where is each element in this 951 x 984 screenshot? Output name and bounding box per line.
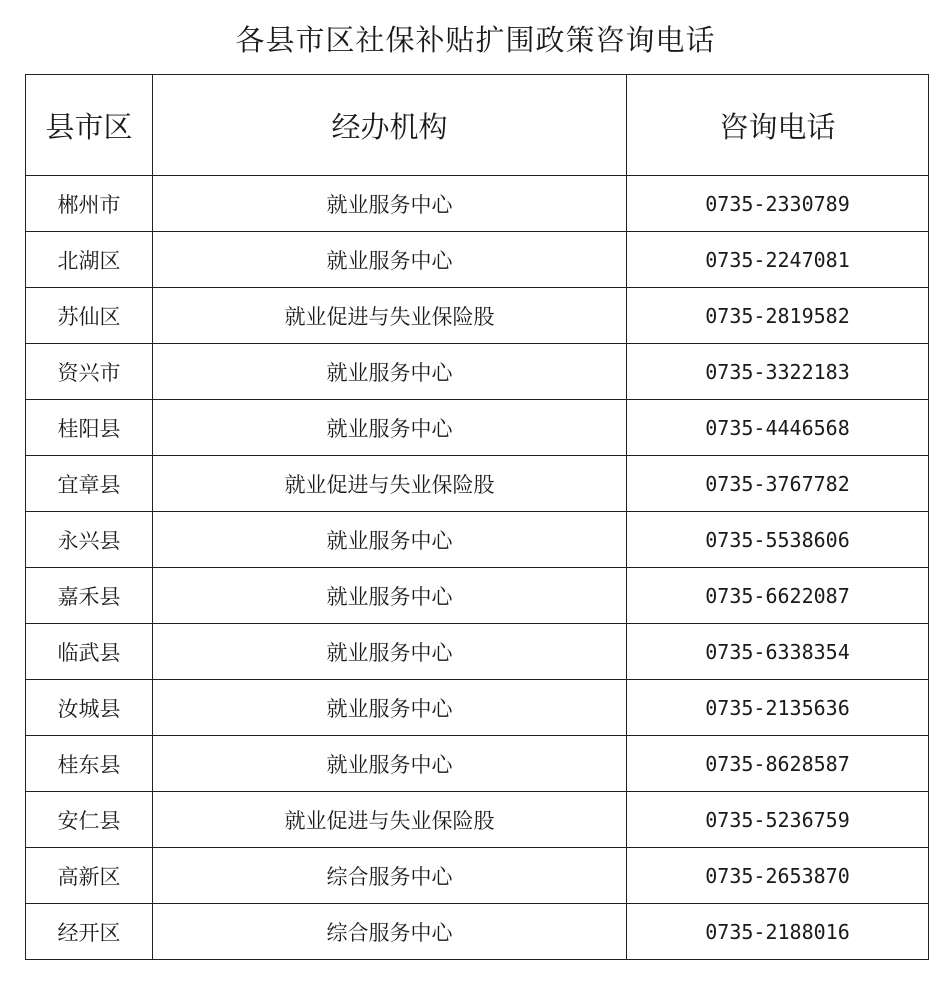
table-row: [26, 344, 929, 400]
phone-cell: 0735-2188016: [627, 904, 929, 960]
table-row: [26, 568, 929, 624]
agency-cell: 就业服务中心: [153, 568, 627, 624]
table-row: [26, 456, 929, 512]
agency-cell: 就业服务中心: [153, 736, 627, 792]
table-row: [26, 232, 929, 288]
phone-cell: 0735-2135636: [627, 680, 929, 736]
phone-cell: 0735-2330789: [627, 176, 929, 232]
phone-cell: 0735-2653870: [627, 848, 929, 904]
phone-cell: 0735-5236759: [627, 792, 929, 848]
agency-cell: 就业促进与失业保险股: [153, 792, 627, 848]
table-row: [26, 680, 929, 736]
agency-cell: 就业服务中心: [153, 680, 627, 736]
phone-cell: 0735-2247081: [627, 232, 929, 288]
table-row: [26, 736, 929, 792]
district-cell: 汝城县: [26, 680, 153, 736]
district-cell: 资兴市: [26, 344, 153, 400]
table-row: [26, 400, 929, 456]
header-district: 县市区: [26, 75, 153, 176]
phone-cell: 0735-6622087: [627, 568, 929, 624]
phone-cell: 0735-4446568: [627, 400, 929, 456]
district-cell: 北湖区: [26, 232, 153, 288]
phone-cell: 0735-5538606: [627, 512, 929, 568]
table-row: [26, 176, 929, 232]
district-cell: 安仁县: [26, 792, 153, 848]
table-row: [26, 624, 929, 680]
agency-cell: 综合服务中心: [153, 904, 627, 960]
table-row: [26, 792, 929, 848]
agency-cell: 就业服务中心: [153, 624, 627, 680]
header-phone: 咨询电话: [627, 75, 929, 176]
district-cell: 郴州市: [26, 176, 153, 232]
table-header-row: [26, 75, 929, 176]
phone-cell: 0735-2819582: [627, 288, 929, 344]
phone-cell: 0735-3767782: [627, 456, 929, 512]
table-row: [26, 512, 929, 568]
agency-cell: 就业服务中心: [153, 512, 627, 568]
phone-cell: 0735-3322183: [627, 344, 929, 400]
district-cell: 嘉禾县: [26, 568, 153, 624]
contact-table: [25, 74, 929, 960]
agency-cell: 就业服务中心: [153, 176, 627, 232]
phone-cell: 0735-8628587: [627, 736, 929, 792]
agency-cell: 就业促进与失业保险股: [153, 288, 627, 344]
district-cell: 永兴县: [26, 512, 153, 568]
agency-cell: 就业促进与失业保险股: [153, 456, 627, 512]
agency-cell: 综合服务中心: [153, 848, 627, 904]
district-cell: 经开区: [26, 904, 153, 960]
agency-cell: 就业服务中心: [153, 344, 627, 400]
agency-cell: 就业服务中心: [153, 400, 627, 456]
district-cell: 桂阳县: [26, 400, 153, 456]
district-cell: 苏仙区: [26, 288, 153, 344]
district-cell: 高新区: [26, 848, 153, 904]
page-title: 各县市区社保补贴扩围政策咨询电话: [235, 23, 716, 57]
district-cell: 宜章县: [26, 456, 153, 512]
table-row: [26, 288, 929, 344]
header-agency: 经办机构: [153, 75, 627, 176]
phone-cell: 0735-6338354: [627, 624, 929, 680]
agency-cell: 就业服务中心: [153, 232, 627, 288]
table-row: [26, 904, 929, 960]
table-row: [26, 848, 929, 904]
district-cell: 临武县: [26, 624, 153, 680]
district-cell: 桂东县: [26, 736, 153, 792]
